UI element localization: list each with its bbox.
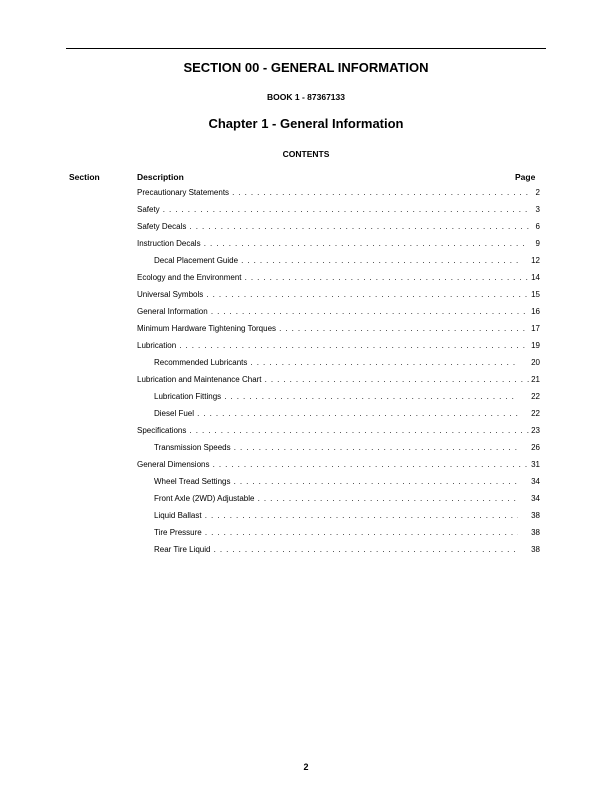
toc-entry-title: Minimum Hardware Tightening Torques . . .: [137, 323, 529, 335]
header-rule: [66, 48, 546, 49]
toc-entry-page: 34: [531, 494, 540, 503]
toc-entry-title: Recommended Lubricants . . .: [154, 357, 518, 369]
toc-entry: [0, 510, 612, 527]
toc-entry-title: General Information . . .: [137, 306, 529, 318]
toc-entry: [0, 544, 612, 561]
toc-entry-page: 38: [531, 511, 540, 520]
book-number: BOOK 1 - 87367133: [267, 92, 345, 102]
toc-entry-page: 34: [531, 477, 540, 486]
toc-entry-title: Transmission Speeds . . .: [154, 442, 518, 454]
toc-entry-page: 15: [531, 290, 540, 299]
toc-entry-page: 12: [531, 256, 540, 265]
toc-entry: [0, 476, 612, 493]
toc-entry-page: 20: [531, 358, 540, 367]
column-header-description: Description: [137, 172, 184, 182]
toc-entry: [0, 306, 612, 323]
toc-entry-title: Tire Pressure . . .: [154, 527, 518, 539]
toc-entry-title: Diesel Fuel . . .: [154, 408, 518, 420]
toc-entry-title: Lubrication . . .: [137, 340, 529, 352]
toc-entry: [0, 255, 612, 272]
chapter-title: Chapter 1 - General Information: [208, 116, 404, 131]
toc-entry-title: Wheel Tread Settings . . .: [154, 476, 518, 488]
toc-entry-title: Front Axle (2WD) Adjustable . . .: [154, 493, 518, 505]
toc-entry-page: 23: [531, 426, 540, 435]
table-of-contents: [0, 187, 612, 561]
toc-entry: [0, 238, 612, 255]
toc-entry: [0, 425, 612, 442]
toc-entry-page: 17: [531, 324, 540, 333]
toc-entry: [0, 204, 612, 221]
toc-entry: [0, 442, 612, 459]
toc-entry-page: 22: [531, 409, 540, 418]
toc-entry: [0, 493, 612, 510]
page-number: 2: [303, 762, 309, 772]
toc-entry-page: 26: [531, 443, 540, 452]
toc-entry-page: 38: [531, 545, 540, 554]
toc-entry-title: Liquid Ballast . . .: [154, 510, 518, 522]
toc-entry-page: 21: [531, 375, 540, 384]
column-header-section: Section: [69, 172, 100, 182]
toc-entry-title: Instruction Decals . . .: [137, 238, 529, 250]
toc-entry: [0, 289, 612, 306]
toc-entry-page: 16: [531, 307, 540, 316]
toc-entry-page: 9: [535, 239, 540, 248]
toc-entry-title: Rear Tire Liquid . . .: [154, 544, 518, 556]
toc-entry-title: Safety Decals . . .: [137, 221, 529, 233]
toc-entry: [0, 459, 612, 476]
toc-entry: [0, 340, 612, 357]
toc-entry-title: Lubrication Fittings . . .: [154, 391, 518, 403]
toc-entry-title: General Dimensions . . .: [137, 459, 529, 471]
toc-entry-title: Precautionary Statements . . .: [137, 187, 529, 199]
toc-entry-title: Universal Symbols . . .: [137, 289, 529, 301]
toc-entry: [0, 527, 612, 544]
toc-entry: [0, 391, 612, 408]
toc-entry: [0, 221, 612, 238]
toc-entry: [0, 272, 612, 289]
toc-entry-page: 14: [531, 273, 540, 282]
toc-entry: [0, 187, 612, 204]
toc-entry-page: 22: [531, 392, 540, 401]
toc-entry-title: Ecology and the Environment . . .: [137, 272, 529, 284]
toc-entry: [0, 323, 612, 340]
column-header-page: Page: [515, 172, 536, 182]
toc-entry-title: Safety . . .: [137, 204, 529, 216]
toc-entry-page: 38: [531, 528, 540, 537]
toc-entry-page: 6: [535, 222, 540, 231]
toc-entry-title: Decal Placement Guide . . .: [154, 255, 518, 267]
toc-entry-title: Specifications . . .: [137, 425, 529, 437]
toc-entry-page: 31: [531, 460, 540, 469]
toc-entry-page: 2: [535, 188, 540, 197]
toc-entry-page: 3: [535, 205, 540, 214]
toc-entry: [0, 374, 612, 391]
toc-entry: [0, 357, 612, 374]
toc-entry-title: Lubrication and Maintenance Chart . . .: [137, 374, 529, 386]
toc-entry: [0, 408, 612, 425]
contents-heading: CONTENTS: [282, 149, 330, 159]
section-title: SECTION 00 - GENERAL INFORMATION: [183, 60, 429, 75]
toc-entry-page: 19: [531, 341, 540, 350]
